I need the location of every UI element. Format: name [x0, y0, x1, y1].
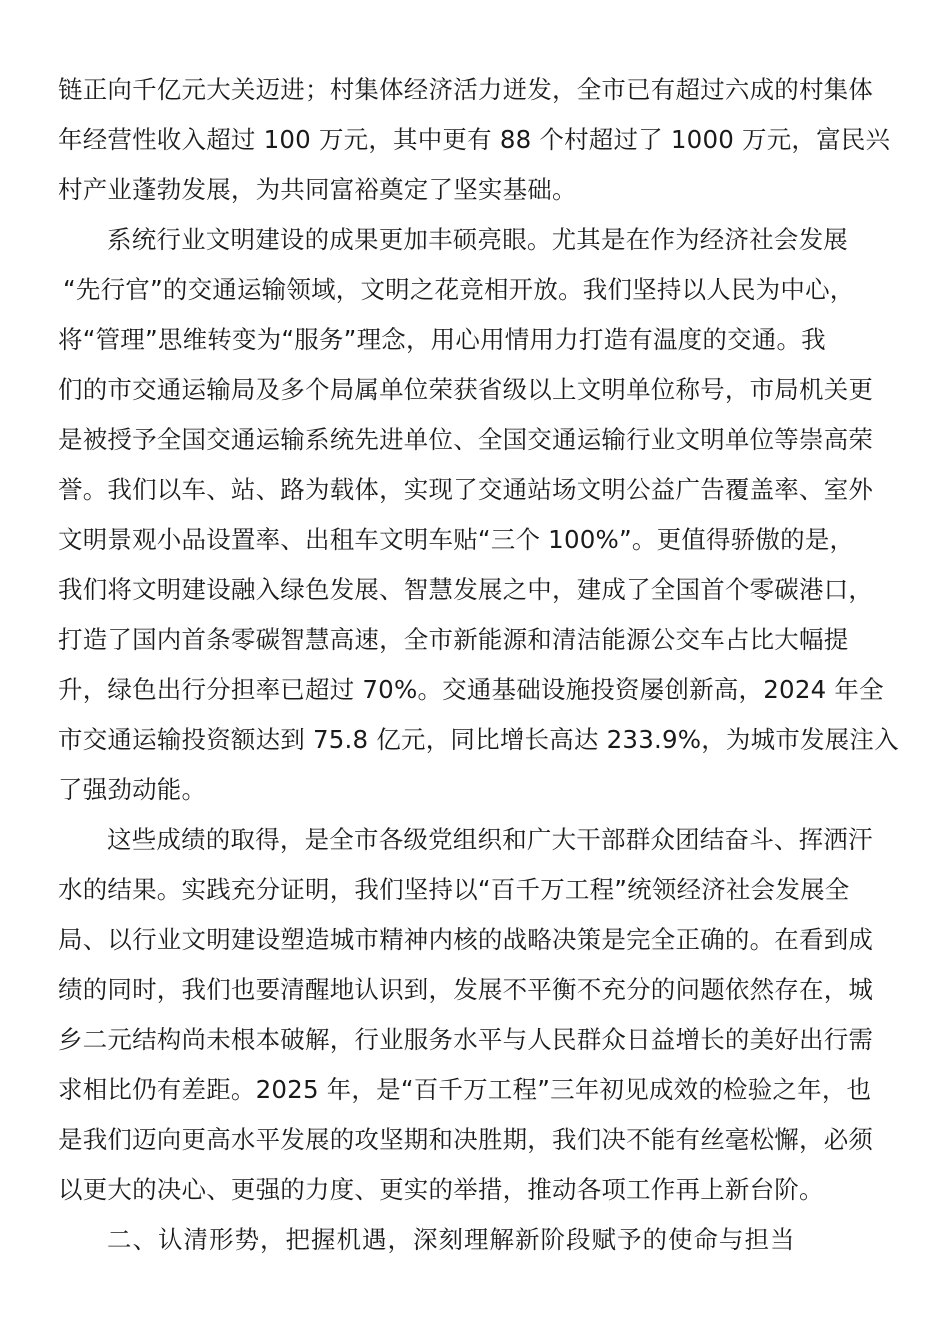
text-line: “先行官”的交通运输领域，文明之花竞相开放。我们坚持以人民为中心，	[63, 275, 855, 304]
section-heading: 二、认清形势，把握机遇，深刻理解新阶段赋予的使命与担当	[107, 1225, 796, 1254]
text-line: 打造了国内首条零碳智慧高速，全市新能源和清洁能源公交车占比大幅提	[58, 625, 849, 654]
text-line: 将“管理”思维转变为“服务”理念，用心用情用力打造有温度的交通。我	[58, 325, 826, 354]
text-line: 升，绿色出行分担率已超过 70%。交通基础设施投资屡创新高，2024 年全	[58, 675, 884, 704]
text-line: 求相比仍有差距。2025 年，是“百千万工程”三年初见成效的检验之年，也	[58, 1075, 872, 1104]
text-line: 市交通运输投资额达到 75.8 亿元，同比增长高达 233.9%，为城市发展注入	[58, 725, 899, 754]
text-line: 村产业蓬勃发展，为共同富裕奠定了坚实基础。	[58, 175, 577, 204]
text-line: 誉。我们以车、站、路为载体，实现了交通站场文明公益广告覆盖率、室外	[58, 475, 874, 504]
text-line: 以更大的决心、更强的力度、更实的举措，推动各项工作再上新台阶。	[58, 1175, 824, 1204]
text-line: 们的市交通运输局及多个局属单位荣获省级以上文明单位称号，市局机关更	[58, 375, 874, 404]
text-line: 年经营性收入超过 100 万元，其中更有 88 个村超过了 1000 万元，富民兴	[58, 125, 891, 154]
text-line: 了强劲动能。	[58, 775, 207, 804]
text-line: 水的结果。实践充分证明，我们坚持以“百千万工程”统领经济社会发展全	[58, 875, 850, 904]
paragraph-first-line: 系统行业文明建设的成果更加丰硕亮眼。尤其是在作为经济社会发展	[107, 225, 848, 254]
text-line: 是被授予全国交通运输系统先进单位、全国交通运输行业文明单位等崇高荣	[58, 425, 874, 454]
text-line: 我们将文明建设融入绿色发展、智慧发展之中，建成了全国首个零碳港口，	[58, 575, 874, 604]
text-line: 是我们迈向更高水平发展的攻坚期和决胜期，我们决不能有丝毫松懈，必须	[58, 1125, 874, 1154]
text-line: 文明景观小品设置率、出租车文明车贴“三个 100%”。更值得骄傲的是，	[58, 525, 855, 554]
text-line: 局、以行业文明建设塑造城市精神内核的战略决策是完全正确的。在看到成	[58, 925, 874, 954]
text-line: 乡二元结构尚未根本破解，行业服务水平与人民群众日益增长的美好出行需	[58, 1025, 874, 1054]
text-line: 绩的同时，我们也要清醒地认识到，发展不平衡不充分的问题依然存在，城	[58, 975, 874, 1004]
paragraph-first-line: 这些成绩的取得，是全市各级党组织和广大干部群众团结奋斗、挥洒汗	[107, 825, 873, 854]
text-line: 链正向千亿元大关迈进；村集体经济活力迸发，全市已有超过六成的村集体	[58, 75, 874, 104]
